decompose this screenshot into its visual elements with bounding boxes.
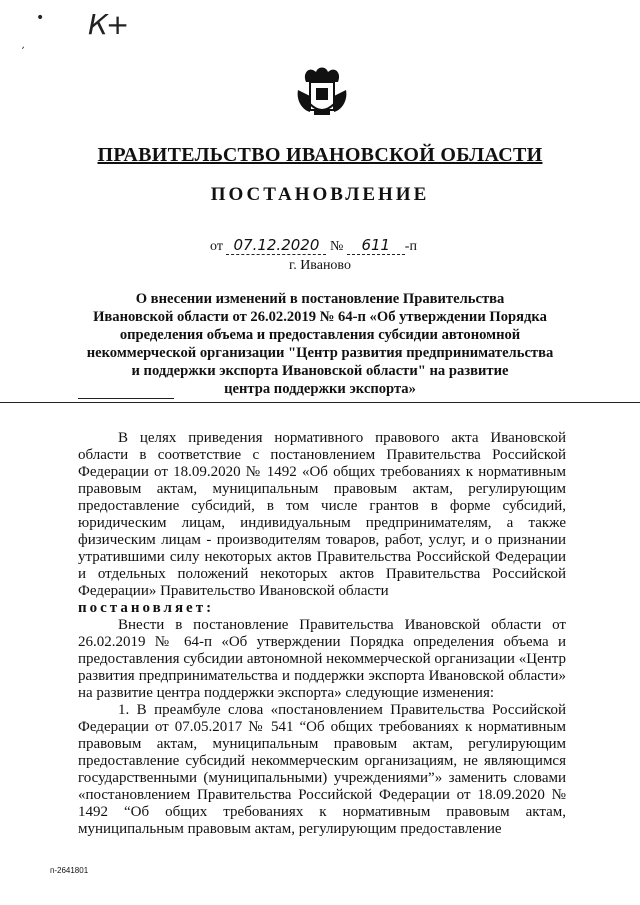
title-line: и поддержки экспорта Ивановской области" на развитие [131,363,509,379]
city: г. Иваново [289,258,351,273]
pen-mark: , [22,40,26,51]
title-line: О внесении изменений в постановление Правительства [135,291,505,307]
date-prefix: от [210,239,223,254]
paragraph-item-1: 1. В преамбуле слова «постановлением Правительства Российской Федерации от 07.05.2017 № 541 “Об общих требованиях к нормативным правовым актам, муниципальным правовым актам, регулирующим предоставление субсидий некоммерческим организациям, не являющимся государственными (муниципальными) учреждениями”» заменить словами «постановлением Правительства Российской Федерации от 18.09.2020 № 1492 “Об общих требованиях к нормативным правовым актам, муниципальным правовым актам, регулирующим предоставление [78,702,566,837]
footer-code: п-2641801 [50,866,89,875]
handwritten-number: 611 [347,236,405,255]
paragraph-preamble: В целях приведения нормативного правового акта Ивановской области в соответствие с постановлением Правительства Российской Федерации от 18.09.2020 № 1492 «Об общих требованиях к нормативным правовым актам, муниципальным правовым актам, регулирующим предоставление субсидий, в том числе грантов в форме субсидий, юридическим лицам, индивидуальным предпринимателям, а также физическим лицам - производителям товаров, работ, услуг, и о признании утратившими силу некоторых актов Правительства Российской Федерации и отдельных положений некоторых актов Правительства Российской Федерации» Правительство Ивановской области [78,430,566,599]
document-body [78,430,566,838]
pen-mark: • [36,10,45,26]
organization-title: ПРАВИТЕЛЬСТВО ИВАНОВСКОЙ ОБЛАСТИ [97,144,543,166]
title-line: центра поддержки экспорта» [224,381,416,397]
title-line: Ивановской области от 26.02.2019 № 64-п «Об утверждении Порядка [93,309,547,325]
number-prefix: № [329,239,344,254]
resolution-title [40,290,600,398]
date-number-line [210,236,417,255]
title-line: определения объема и предоставления субсидии автономной [119,327,521,343]
number-suffix: -п [404,239,417,254]
decree-word: постановляет: [78,600,215,616]
handwritten-mark: К+ [88,8,128,41]
handwritten-date: 07.12.2020 [226,236,326,255]
document-type: ПОСТАНОВЛЕНИЕ [210,184,430,205]
coat-of-arms-emblem [292,60,352,120]
title-underline [78,398,174,399]
paragraph-amendment: Внести в постановление Правительства Ивановской области от 26.02.2019 № 64-п «Об утверждении Порядка определения объема и предоставления субсидии автономной некоммерческой организации «Центр развития предпринимательства и поддержки экспорта Ивановской области» на развитие центра поддержки экспорта» следующие изменения: [78,617,566,701]
title-line: некоммерческой организации "Центр развития предпринимательства [86,345,554,361]
horizontal-divider [0,402,640,403]
